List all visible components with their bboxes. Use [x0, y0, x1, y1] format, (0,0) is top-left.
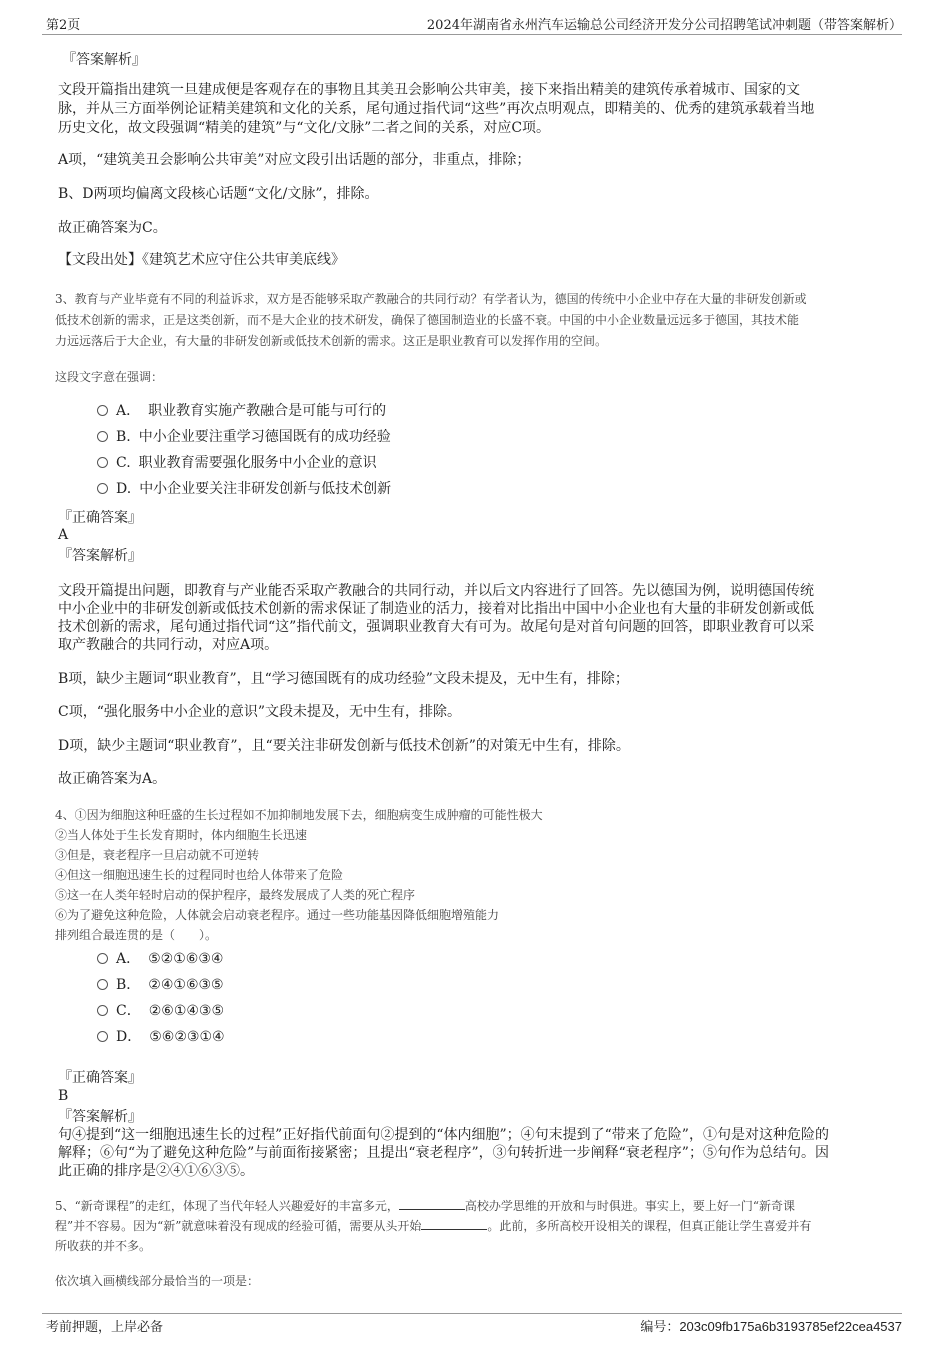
radio-icon[interactable]	[97, 457, 108, 468]
q3-analysis-line-1: 文段开篇提出问题，即教育与产业能否采取产教融合的共同行动，并以后文内容进行了回答。先以德国为例，说明德国传统	[58, 583, 814, 599]
q2-source: 【文段出处】《建筑艺术应守住公共审美底线》	[58, 252, 345, 268]
q2-option-a-analysis: A项，“建筑美丑会影响公共审美”对应文段引出话题的部分，非重点，排除；	[58, 152, 531, 168]
footer-slogan: 考前押题，上岸必备	[46, 1320, 164, 1335]
radio-icon[interactable]	[97, 405, 108, 416]
q4-analysis-label: 『答案解析』	[58, 1109, 142, 1125]
q4-prompt: 排列组合最连贯的是（ ）。	[55, 928, 218, 942]
radio-icon[interactable]	[97, 1031, 108, 1042]
q2-analysis-line-3: 历史文化，故文段强调“精美的建筑”与“文化/文脉”二者之间的关系，对应C项。	[58, 120, 551, 136]
q3-option-c-analysis: C项，“强化服务中小企业的意识”文段未提及，无中生有，排除。	[58, 704, 462, 720]
q4-correct-label: 『正确答案』	[58, 1070, 142, 1086]
q3-option-a[interactable]: A． 职业教育实施产教融合是可能与可行的	[97, 402, 386, 420]
q4-stem-line-1: 4、①因为细胞这种旺盛的生长过程如不加抑制地发展下去，细胞病变生成肿瘤的可能性极大	[55, 808, 543, 822]
q3-prompt: 这段文字意在强调：	[55, 370, 164, 384]
q2-option-bd-analysis: B、D两项均偏离文段核心话题“文化/文脉”，排除。	[58, 186, 379, 202]
radio-icon[interactable]	[97, 431, 108, 442]
q3-analysis-line-2: 中小企业中的非研发创新或低技术创新的需求保证了制造业的活力，接着对比指出中国中小企业也有大量的非研发创新或低	[58, 601, 814, 617]
q3-correct-label: 『正确答案』	[58, 510, 142, 526]
q4-stem-line-5: ⑤这一在人类年轻时启动的保护程序，最终发展成了人类的死亡程序	[55, 888, 416, 902]
q4-option-a[interactable]: A． ⑤②①⑥③④	[97, 950, 223, 968]
q3-analysis-line-4: 取产教融合的共同行动，对应A项。	[58, 637, 279, 653]
q3-analysis-label: 『答案解析』	[58, 548, 142, 564]
q5-prompt: 依次填入画横线部分最恰当的一项是：	[55, 1274, 260, 1288]
q5-stem-line-2: 程”并不容易。因为“新”就意味着没有现成的经验可循，需要从头开始 。此前，多所高校开设相关的课程，但真正能让学生喜爱并有	[55, 1219, 812, 1233]
q3-conclusion: 故正确答案为A。	[58, 771, 167, 787]
q4-correct-answer: B	[58, 1088, 69, 1104]
q4-option-d[interactable]: D． ⑤⑥②③①④	[97, 1028, 225, 1046]
q3-option-d[interactable]: D. 中小企业要关注非研发创新与低技术创新	[97, 480, 391, 498]
q3-stem-line-1: 3、教育与产业毕竟有不同的利益诉求，双方是否能够采取产教融合的共同行动？有学者认为，德国的传统中小企业中存在大量的非研发创新或	[55, 292, 807, 306]
radio-icon[interactable]	[97, 1005, 108, 1016]
page-number: 第2页	[46, 18, 81, 33]
fill-blank-2[interactable]	[421, 1217, 487, 1230]
radio-icon[interactable]	[97, 483, 108, 494]
q2-analysis-line-1: 文段开篇指出建筑一旦建成便是客观存在的事物且其美丑会影响公共审美，接下来指出精美的建筑传承着城市、国家的文	[58, 82, 800, 98]
page-footer	[42, 1313, 902, 1338]
q3-stem-line-2: 低技术创新的需求，正是这类创新，而不是大企业的技术研发，确保了德国制造业的长盛不衰。中国的中小企业数量远远多于德国，其技术能	[55, 313, 800, 327]
q5-stem-line-1: 5、“新奇课程”的走红，体现了当代年轻人兴趣爱好的丰富多元， 高校办学思维的开放和与时俱进。事实上，要上好一门“新奇课	[55, 1199, 796, 1213]
q5-stem-line-3: 所收获的并不多。	[55, 1239, 152, 1253]
q3-stem-line-3: 力远远落后于大企业，有大量的非研发创新或低技术创新的需求。这正是职业教育可以发挥作用的空间。	[55, 334, 608, 348]
q3-analysis-line-3: 技术创新的需求，尾句通过指代词“这”指代前文，强调职业教育大有可为。故尾句是对首句问题的回答，即职业教育可以采	[58, 619, 815, 635]
q3-option-b[interactable]: B. 中小企业要注重学习德国既有的成功经验	[97, 428, 391, 446]
document-code: 编号：203c09fb175a6b3193785ef22cea4537	[640, 1319, 902, 1335]
q4-stem-line-6: ⑥为了避免这种危险，人体就会启动衰老程序。通过一些功能基因降低细胞增殖能力	[55, 908, 500, 922]
q3-correct-answer: A	[58, 527, 69, 543]
page-header	[42, 14, 902, 35]
q3-option-c[interactable]: C. 职业教育需要强化服务中小企业的意识	[97, 454, 377, 472]
q4-option-c[interactable]: C． ②⑥①④③⑤	[97, 1002, 224, 1020]
q4-option-b[interactable]: B． ②④①⑥③⑤	[97, 976, 224, 994]
q4-analysis-line-2: 解释；⑥句“为了避免这种危险”与前面衔接紧密；且提出“衰老程序”，③句转折进一步阐释“衰老程序”；⑤句作为总结句。因	[58, 1145, 829, 1161]
q4-stem-line-2: ②当人体处于生长发育期时，体内细胞生长迅速	[55, 828, 308, 842]
q2-analysis-line-2: 脉，并从三方面举例论证精美建筑和文化的关系，尾句通过指代词“这些”再次点明观点，即精美的、优秀的建筑承载着当地	[58, 101, 815, 117]
q4-stem-line-3: ③但是，衰老程序一旦启动就不可逆转	[55, 848, 260, 862]
q4-stem-line-4: ④但这一细胞迅速生长的过程同时也给人体带来了危险	[55, 868, 344, 882]
radio-icon[interactable]	[97, 953, 108, 964]
q2-analysis-label: 『答案解析』	[62, 52, 146, 68]
document-title: 2024年湖南省永州汽车运输总公司经济开发分公司招聘笔试冲刺题（带答案解析）	[426, 18, 902, 33]
fill-blank-1[interactable]	[399, 1197, 465, 1210]
q3-option-b-analysis: B项，缺少主题词“职业教育”，且“学习德国既有的成功经验”文段未提及，无中生有，排除；	[58, 671, 629, 687]
q3-option-d-analysis: D项，缺少主题词“职业教育”，且“要关注非研发创新与低技术创新”的对策无中生有，排除。	[58, 738, 630, 754]
radio-icon[interactable]	[97, 979, 108, 990]
q4-analysis-line-3: 此正确的排序是②④①⑥③⑤。	[58, 1163, 254, 1179]
q4-analysis-line-1: 句④提到“这一细胞迅速生长的过程”正好指代前面句②提到的“体内细胞”；④句末提到了“带来了危险”，①句是对这种危险的	[58, 1127, 829, 1143]
q2-conclusion: 故正确答案为C。	[58, 220, 167, 236]
